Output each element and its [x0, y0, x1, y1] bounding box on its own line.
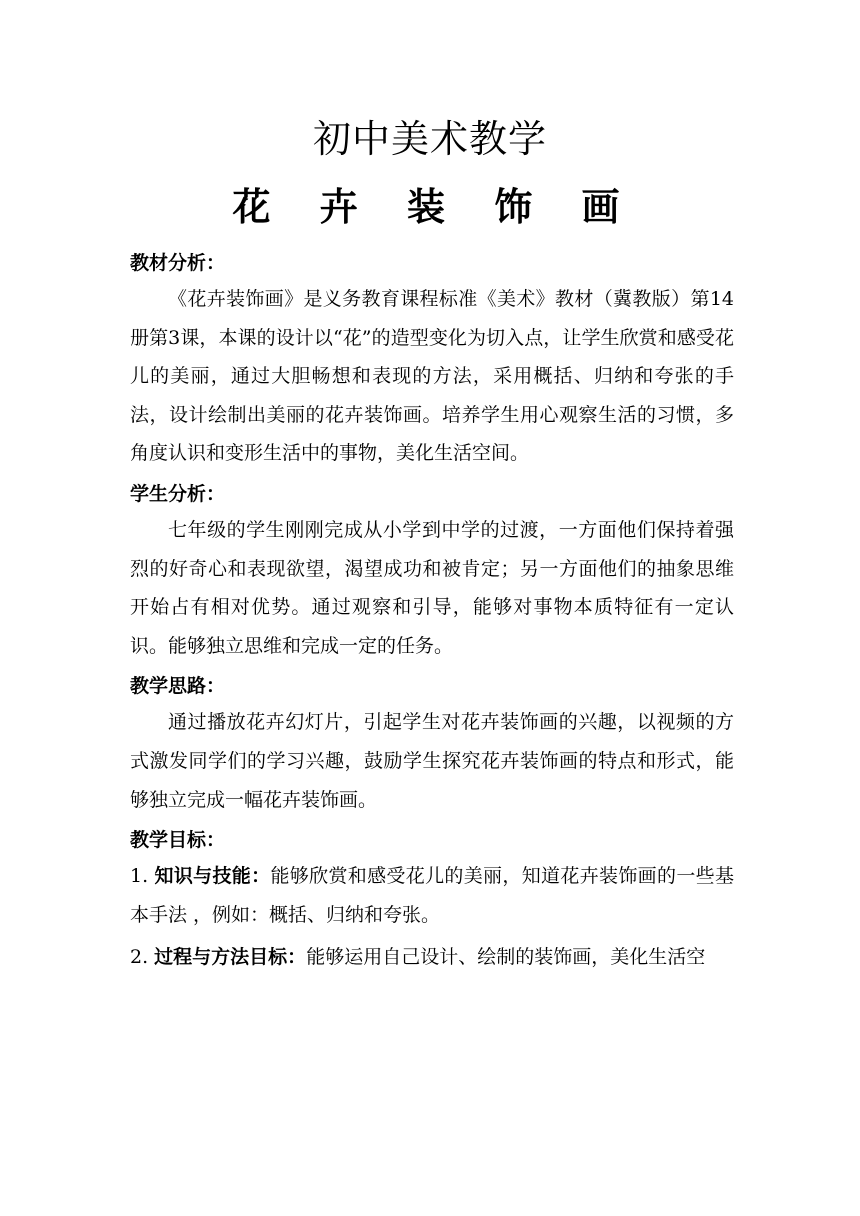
goal-text: 能够运用自己设计、绘制的装饰画，美化生活空 [306, 946, 706, 969]
document-title: 初中美术教学 [312, 117, 547, 161]
section-heading: 学生分析： [130, 482, 226, 505]
section-paragraph: 七年级的学生刚刚完成从小学到中学的过渡，一方面他们保持着强烈的好奇心和表现欲望，渴望成功和被肯定；另一方面他们的抽象思维开始占有相对优势。通过观察和引导，能够对事物本质特征有一定认识。能够独立思维和完成一定的任务。 [130, 518, 734, 657]
section-paragraph: 通过播放花卉幻灯片，引起学生对花卉装饰画的兴趣，以视频的方式激发同学们的学习兴趣，鼓励学生探究花卉装饰画的特点和形式，能够独立完成一幅花卉装饰画。 [130, 711, 734, 811]
section-student-analysis [130, 477, 734, 665]
goal-number: 2. [130, 946, 155, 969]
document-subtitle: 花 卉 装 饰 画 [232, 184, 638, 229]
section-heading: 教学思路： [130, 675, 226, 698]
section-paragraph: 《花卉装饰画》是义务教育课程标准《美术》教材（冀教版）第14册第3课，本课的设计以“花”的造型变化为切入点，让学生欣赏和感受花儿的美丽，通过大胆畅想和表现的方法，采用概括、归纳和夸张的手法，设计绘制出美丽的花卉装饰画。培养学生用心观察生活的习惯，多角度认识和变形生活中的事物，美化生活空间。 [130, 288, 734, 465]
section-heading: 教材分析： [130, 252, 226, 274]
goal-label: 知识与技能： [154, 865, 271, 888]
section-material-analysis [130, 246, 734, 473]
goal-label: 过程与方法目标： [154, 946, 307, 969]
document-body [130, 246, 734, 981]
section-teaching-goals [130, 823, 734, 977]
goal-text: 能够欣赏和感受花儿的美丽，知道花卉装饰画的一些基本手法 ，例如：概括、归纳和夸张。 [130, 865, 734, 926]
section-teaching-approach [130, 669, 734, 819]
goal-number: 1. [130, 865, 155, 888]
goal-item [130, 857, 734, 934]
goal-item [130, 938, 734, 977]
section-heading: 教学目标： [130, 829, 226, 852]
